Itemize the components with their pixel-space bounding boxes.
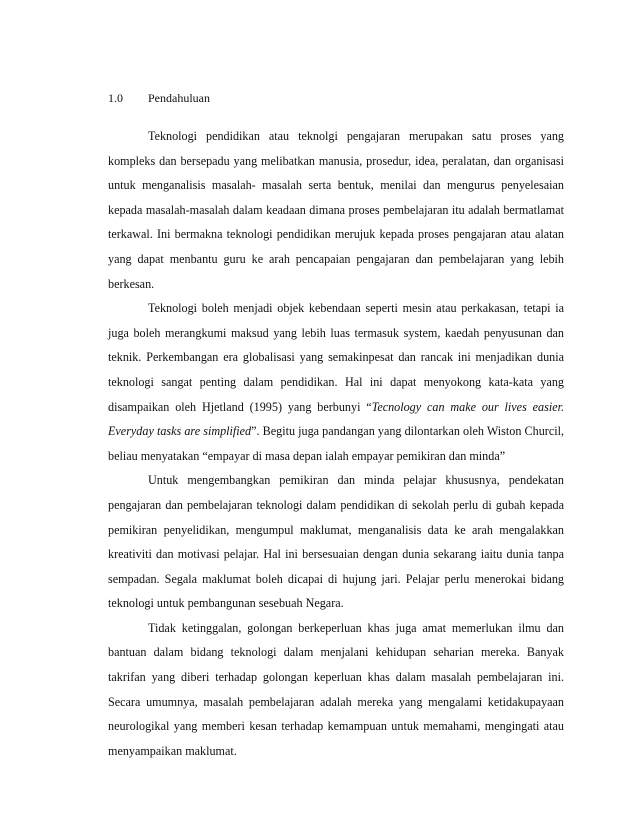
section-title: Pendahuluan xyxy=(148,91,210,105)
document-page xyxy=(108,86,564,763)
section-number: 1.0 xyxy=(108,91,123,105)
paragraph-4: Tidak ketinggalan, golongan berkeperluan khas juga amat memerlukan ilmu dan bantuan dalam bidang teknologi dalam menjalani kehidupan seharian mereka. Banyak takrifan yang diberi terhadap golongan keperluan khas dalam masalah pembelajaran ini. Secara umumnya, masalah pembelajaran adalah mereka yang mengalami ketidakupayaan neurologikal yang memberi kesan terhadap kemampuan untuk memahami, mengingati atau menyampaikan maklumat. xyxy=(108,620,564,758)
paragraph-2-text-after: ”. Begitu juga pandangan yang dilontarkan oleh Wiston Churcil, beliau menyatakan “empayar di masa depan ialah empayar pemikiran dan minda” xyxy=(108,424,564,463)
paragraph-2 xyxy=(108,296,564,468)
section-heading xyxy=(108,86,564,110)
paragraph-3: Untuk mengembangkan pemikiran dan minda pelajar khususnya, pendekatan pengajaran dan pembelajaran teknologi dalam pendidikan di sekolah perlu di gubah kepada pemikiran penyelidikan, mengumpul maklumat, menganalisis data ke arah mengalakkan kreativiti dan motivasi pelajar. Hal ini bersesuaian dengan dunia sekarang iaitu dunia tanpa sempadan. Segala maklumat boleh dicapai di hujung jari. Pelajar perlu menerokai bidang teknologi untuk pembangunan sesebuah Negara. xyxy=(108,473,564,611)
paragraph-1: Teknologi pendidikan atau teknolgi pengajaran merupakan satu proses yang kompleks dan bersepadu yang melibatkan manusia, prosedur, idea, peralatan, dan organisasi untuk menganalisis masalah- masalah serta bentuk, menilai dan mengurus penyelesaian kepada masalah-masalah dalam keadaan dimana proses pembelajaran itu adalah bermatlamat terkawal. Ini bermakna teknologi pendidikan merujuk kepada proses pengajaran atau alatan yang dapat menbantu guru ke arah pencapaian pengajaran dan pembelajaran yang lebih berkesan. xyxy=(108,129,564,291)
paragraph-2-quote: Tecnology can make our lives easier. Everyday tasks are simplified xyxy=(108,399,565,439)
paragraph-2-text-before: Teknologi boleh menjadi objek kebendaan seperti mesin atau perkakasan, tetapi ia juga boleh merangkumi maksud yang lebih luas termasuk system, kaedah penyusunan dan teknik. Perkembangan era globalisasi yang semakinpesat dan rancak ini menjadikan dunia teknologi sangat penting dalam pendidikan. Hal ini dapat menyokong kata-kata yang disampaikan oleh Hjetland (1995) yang berbunyi “ xyxy=(108,301,564,414)
